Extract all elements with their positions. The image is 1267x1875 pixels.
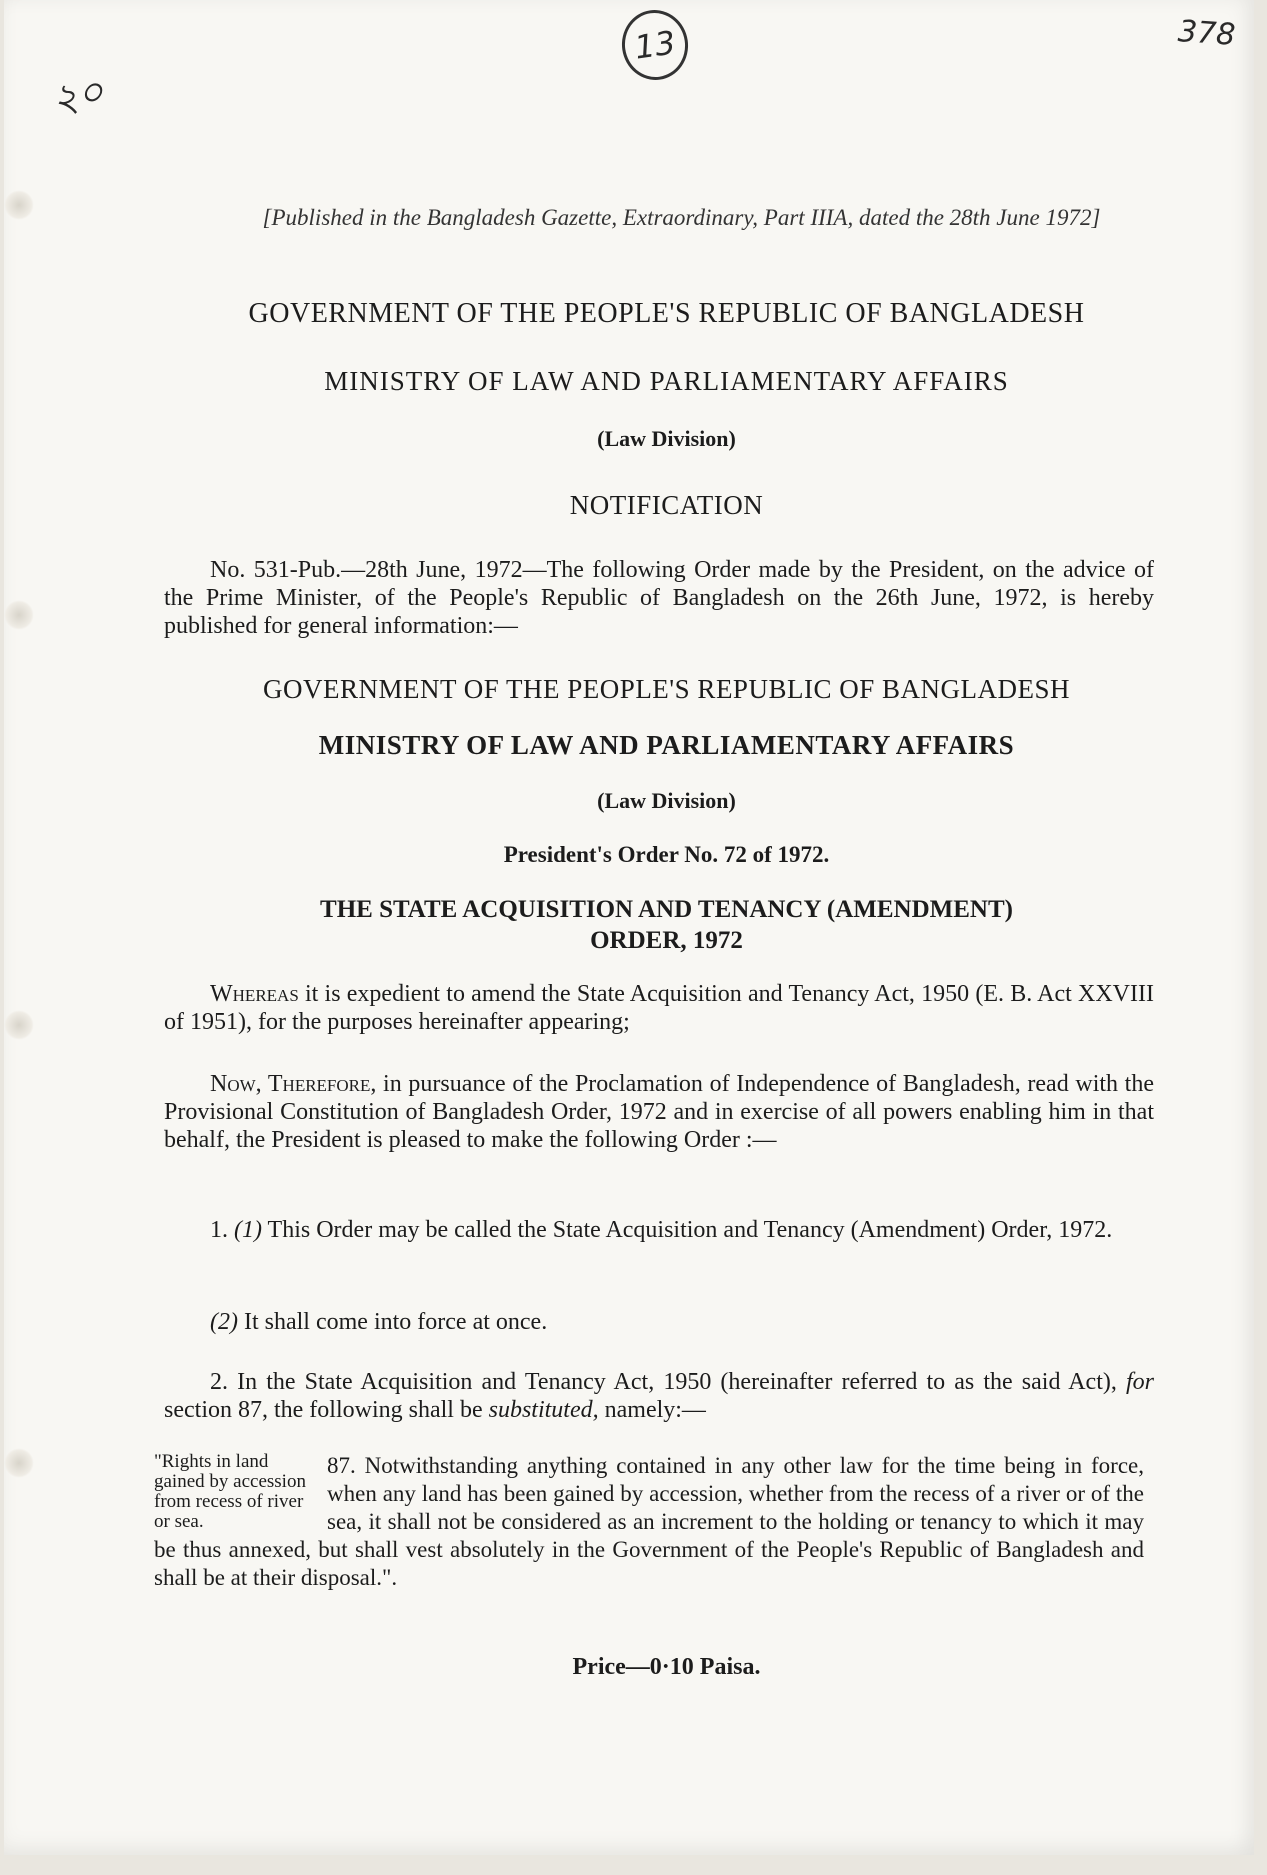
price-line: Price—0·10 Paisa. (572, 1654, 761, 1680)
clause-1-number: 1. (210, 1217, 234, 1243)
clause-2-for: for (1125, 1369, 1154, 1395)
document-page (4, 0, 1254, 1855)
order-ministry-heading: MINISTRY OF LAW AND PARLIAMENTARY AFFAIRS (318, 730, 1015, 760)
paper-tear-mark (4, 1010, 34, 1040)
section-87-text: 87. Notwithstanding anything contained in any other law for the time being in force, when any land has been gained by accession, whether from the recess of a river or of the sea, it shall not be considered as an increment to the holding or tenancy to which it may be thus annexed, but shall vest absolutely in the Government of the People's Republic of Bangladesh and shall be at their disposal.". (154, 1453, 1144, 1590)
clause-2-paragraph (164, 1368, 1154, 1424)
notification-paragraph: No. 531-Pub.—28th June, 1972—The following Order made by the President, on the advice of the Prime Minister, of the People's Republic of Bangladesh on the 26th June, 1972, is hereby published for general information:— (164, 557, 1154, 639)
whereas-text: it is expedient to amend the State Acquisition and Tenancy Act, 1950 (E. B. Act XXVIII of 1951), for the purposes hereinafter appearing; (164, 981, 1154, 1035)
division-heading: (Law Division) (597, 426, 736, 451)
whereas-paragraph (164, 980, 1154, 1036)
publication-note: [Published in the Bangladesh Gazette, Extraordinary, Part IIIA, dated the 28th June 1972] (262, 205, 1101, 230)
clause-1-paragraph (164, 1216, 1154, 1244)
clause-1-2-paragraph (164, 1308, 1154, 1336)
clause-2-text-b: section 87, the following shall be (164, 1397, 489, 1423)
clause-2-text-c: namely:— (598, 1397, 706, 1423)
presidents-order-number: President's Order No. 72 of 1972. (503, 842, 830, 867)
government-heading: GOVERNMENT OF THE PEOPLE'S REPUBLIC OF BANGLADESH (248, 298, 1085, 329)
notification-heading: NOTIFICATION (569, 490, 764, 520)
clause-1-text: This Order may be called the State Acquisition and Tenancy (Amendment) Order, 1972. (261, 1217, 1113, 1243)
order-government-heading: GOVERNMENT OF THE PEOPLE'S REPUBLIC OF BANGLADESH (263, 674, 1070, 704)
handwritten-page-number: 378 (1176, 14, 1237, 53)
clause-1-2-text: It shall come into force at once. (237, 1309, 548, 1335)
clause-1-sub: (1) (234, 1217, 262, 1243)
order-title-line2: ORDER, 1972 (590, 927, 743, 954)
clause-2-text-a: 2. In the State Acquisition and Tenancy Act, 1950 (hereinafter referred to as the said Act), (210, 1369, 1126, 1395)
section-87-block (154, 1452, 1144, 1592)
now-therefore-paragraph (164, 1070, 1154, 1154)
now-therefore-text: in pursuance of the Proclamation of Independence of Bangladesh, read with the Provisional Constitution of Bangladesh Order, 1972 and in exercise of all powers enabling him in that behalf, the President is pleased to make the following Order :— (164, 1071, 1154, 1153)
now-therefore-lead: Now, Therefore, (210, 1071, 377, 1097)
circled-number (617, 6, 692, 85)
order-title-line1: THE STATE ACQUISITION AND TENANCY (AMENDMENT) (320, 896, 1013, 923)
clause-2-substituted: substituted, (488, 1397, 599, 1423)
clause-1-2-sub: (2) (210, 1309, 238, 1335)
ministry-heading: MINISTRY OF LAW AND PARLIAMENTARY AFFAIRS (324, 366, 1009, 396)
handwritten-mark: ২০ (47, 68, 108, 124)
order-division-heading: (Law Division) (597, 788, 736, 813)
circled-number-text: 13 (632, 23, 678, 67)
order-title (164, 894, 1169, 956)
section-87-margin-note: "Rights in land gained by accession from recess of river or sea. (154, 1451, 306, 1532)
paper-tear-mark (4, 1448, 34, 1478)
whereas-lead: Whereas (210, 981, 299, 1007)
paper-tear-mark (4, 190, 34, 220)
paper-tear-mark (4, 600, 34, 630)
